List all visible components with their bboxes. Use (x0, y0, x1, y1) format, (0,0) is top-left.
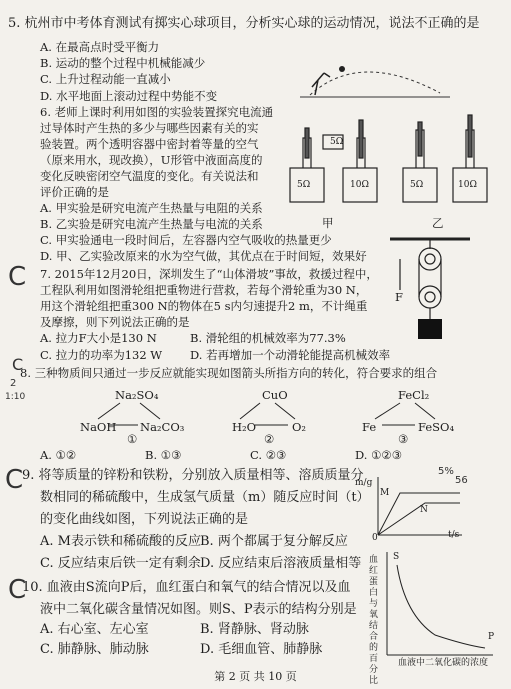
q8-c2-left: H₂O (232, 420, 257, 434)
q10-line-2: 液中二氧化碳含量情况如图。则S、P表示的结构分别是 (40, 602, 357, 617)
q10-option-c: C. 肺静脉、肺动脉 (40, 642, 149, 657)
q6-fig-r5: 10Ω (458, 180, 477, 190)
q6-line-6: 评价正确的是 (40, 185, 109, 199)
q8-c3-right: FeSO₄ (418, 420, 455, 434)
q8-option-b: B. ①③ (145, 448, 182, 462)
q7-line-4: 及摩擦，则下列说法正确的是 (40, 315, 190, 329)
q7-line-3: 用这个滑轮组把重300 N的物体在5 s内匀速提升2 m，不计绳重 (40, 299, 368, 313)
q7-option-a: A. 拉力F大小是130 N (40, 331, 157, 345)
q6-fig-r1: 5Ω (297, 180, 311, 190)
q5-option-b: B. 运动的整个过程中机械能减少 (40, 56, 206, 70)
q6-option-d: D. 甲、乙实验改原来的水为空气做，其优点在于时间短，效果好 (40, 249, 367, 263)
q9-graph-origin: 0 (372, 533, 378, 543)
shot-put-figure (300, 55, 450, 100)
q8-c1-left: NaOH (80, 420, 117, 434)
q6-line-1: 6. 老师上课时利用如图的实验装置探究电流通 (40, 105, 274, 119)
q6-line-5: 变化反映密闭空气温度的变化。有关说法和 (40, 169, 259, 183)
handwritten-note-4: 1:10 (5, 392, 26, 402)
q9-line-3: 的变化曲线如图，下列说法正确的是 (40, 512, 249, 527)
q5-option-d: D. 水平地面上滚动过程中势能不变 (40, 89, 218, 103)
q9-option-d: D. 反应结束后溶液质量相等 (200, 556, 362, 571)
q7-option-c: C. 拉力的功率为132 W (40, 348, 163, 362)
q6-option-b: B. 乙实验是研究电流产生热量与电流的关系 (40, 217, 263, 231)
q10-oxygen-graph (385, 550, 495, 660)
handwritten-note-1: 5% (438, 466, 454, 477)
q9-option-a: A. M表示铁和稀硫酸的反应 (40, 534, 201, 549)
q8-c2-num: ② (264, 432, 275, 446)
q6-option-a: A. 甲实验是研究电流产生热量与电阻的关系 (40, 201, 263, 215)
q8-c2-top: CuO (262, 388, 288, 402)
q10-graph-ylabel: 血红蛋白与氧结合的百分比 (369, 555, 379, 686)
q6-fig-yi: 乙 (432, 216, 444, 230)
q9-line-2: 数相同的稀硫酸中，生成氢气质量（m）随反应时间（t） (40, 490, 370, 505)
q8-c3-left: Fe (362, 420, 377, 434)
q6-fig-top-label: 5Ω (330, 137, 344, 147)
q8-c1-top: Na₂SO₄ (115, 388, 159, 402)
q10-graph-s: S (393, 552, 400, 562)
q5-stem: 5. 杭州市中考体育测试有掷实心球项目，分析实心球的运动情况，说法不正确的是 (8, 16, 480, 31)
q10-option-b: B. 肾静脉、肾动脉 (200, 622, 309, 637)
q10-option-a: A. 右心室、左心室 (40, 622, 149, 637)
q5-option-c: C. 上升过程动能一直减小 (40, 72, 171, 86)
q8-c3-num: ③ (398, 432, 409, 446)
q7-option-b: B. 滑轮组的机械效率为77.3% (190, 331, 346, 345)
q9-graph-xlabel: t/s (448, 530, 460, 540)
q8-c3-top: FeCl₂ (398, 388, 430, 402)
q7-line-2: 工程队利用如图滑轮组把重物进行营救，若每个滑轮重为30 N， (40, 283, 368, 297)
q6-line-3: 验装置。两个透明容器中密封着等量的空气 (40, 137, 259, 151)
handwritten-answer-q7: C (8, 262, 27, 292)
q6-fig-jia: 甲 (322, 216, 334, 230)
handwritten-answer-q10: C (8, 575, 27, 605)
q10-graph-p: P (488, 632, 495, 642)
q6-line-4: （原来用水，现改换），U形管中液面高度的 (40, 153, 263, 167)
handwritten-answer-q9: C (5, 465, 24, 495)
q8-option-d: D. ①②③ (355, 448, 403, 462)
q8-c1-num: ① (127, 432, 138, 446)
q10-graph-xlabel: 血液中二氧化碳的浓度 (398, 658, 489, 668)
q8-stem: 8. 三种物质间只通过一步反应就能实现如图箭头所指方向的转化，符合要求的组合 (20, 366, 438, 380)
q8-option-a: A. ①② (40, 448, 77, 462)
q9-graph-n: N (420, 505, 428, 515)
q10-option-d: D. 毛细血管、肺静脉 (200, 642, 323, 657)
page-footer: 第 2 页 共 10 页 (214, 670, 297, 683)
q9-option-c: C. 反应结束后铁一定有剩余 (40, 556, 201, 571)
joule-heating-apparatus-figure (285, 110, 495, 230)
q9-line-1: 9. 将等质量的锌粉和铁粉，分别放入质量相等、溶质质量分 (22, 468, 364, 483)
q8-reaction-arrows (70, 395, 470, 435)
handwritten-answer-q8: C (12, 355, 24, 374)
q8-option-c: C. ②③ (250, 448, 287, 462)
q7-fig-force-label: F (395, 290, 403, 304)
q8-c2-right: O₂ (292, 420, 307, 434)
q6-fig-r4: 5Ω (410, 180, 424, 190)
q7-line-1: 7. 2015年12月20日，深圳发生了“山体滑坡”事故，救援过程中， (40, 267, 378, 281)
handwritten-note-3: 2 (10, 378, 17, 389)
q8-c1-right: Na₂CO₃ (140, 420, 185, 434)
q7-option-d: D. 若再增加一个动滑轮能提高机械效率 (190, 348, 391, 362)
q9-graph-m: M (380, 488, 390, 498)
q9-graph-ylabel: m/g (355, 478, 373, 488)
q6-line-2: 过导体时产生热的多少与哪些因素有关的实 (40, 121, 259, 135)
handwritten-note-2: 56 (455, 475, 468, 486)
q9-option-b: B. 两个都属于复分解反应 (200, 534, 348, 549)
q10-line-1: 10. 血液由S流向P后，血红蛋白和氧气的结合情况以及血 (22, 580, 351, 595)
q6-fig-r2: 10Ω (350, 180, 369, 190)
q6-option-c: C. 甲实验通电一段时间后，左容器内空气吸收的热量更少 (40, 233, 332, 247)
q5-option-a: A. 在最高点时受平衡力 (40, 40, 160, 54)
